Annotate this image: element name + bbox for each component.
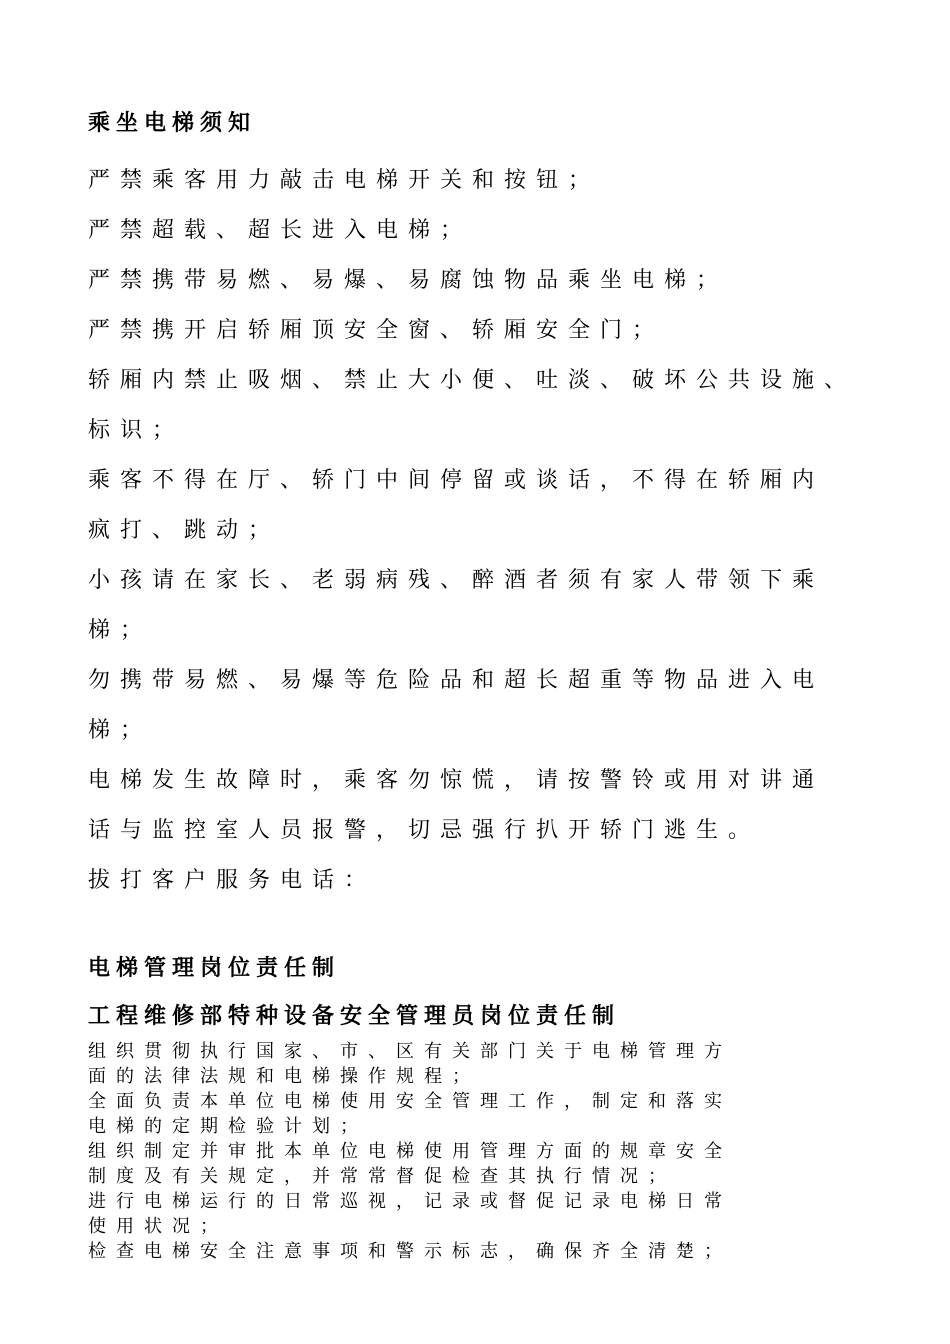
section-subtitle: 工程维修部特种设备安全管理员岗位责任制: [88, 1004, 621, 1029]
notice-line: 严禁携带易燃、易爆、易腐蚀物品乘坐电梯；: [88, 268, 729, 293]
notice-line: 小孩请在家长、老弱病残、醉酒者须有家人带领下乘: [88, 568, 825, 593]
notice-line: 乘客不得在厅、轿门中间停留或谈话，不得在轿厢内: [88, 468, 825, 493]
responsibility-line: 使用状况；: [88, 1216, 228, 1237]
notice-line: 梯；: [88, 618, 153, 643]
responsibility-line: 组织贯彻执行国家、市、区有关部门关于电梯管理方: [88, 1041, 732, 1062]
management-responsibility-section: [88, 951, 908, 1264]
responsibility-line: 进行电梯运行的日常巡视，记录或督促记录电梯日常: [88, 1191, 732, 1212]
section-title: 电梯管理岗位责任制: [88, 956, 341, 981]
notice-line: 话与监控室人员报警，切忌强行扒开轿门逃生。: [88, 818, 761, 843]
notice-line: 轿厢内禁止吸烟、禁止大小便、吐淡、破坏公共设施、: [88, 368, 857, 393]
notice-line: 勿携带易燃、易爆等危险品和超长超重等物品进入电: [88, 668, 825, 693]
notice-line: 疯打、跳动；: [88, 518, 281, 543]
elevator-riding-notice: [88, 106, 908, 906]
notice-title: 乘坐电梯须知: [88, 111, 257, 136]
responsibility-line: 检查电梯安全注意事项和警示标志，确保齐全清楚；: [88, 1241, 732, 1262]
responsibility-line: 面的法律法规和电梯操作规程；: [88, 1066, 480, 1087]
responsibility-line: 全面负责本单位电梯使用安全管理工作，制定和落实: [88, 1091, 732, 1112]
notice-line: 电梯发生故障时，乘客勿惊慌，请按警铃或用对讲通: [88, 768, 825, 793]
notice-line: 拔打客户服务电话：: [88, 868, 377, 893]
responsibility-line: 制度及有关规定，并常常督促检查其执行情况；: [88, 1166, 676, 1187]
notice-line: 严禁乘客用力敲击电梯开关和按钮；: [88, 168, 601, 193]
notice-line: 严禁携开启轿厢顶安全窗、轿厢安全门；: [88, 318, 665, 343]
notice-line: 标识；: [88, 418, 185, 443]
responsibility-line: 电梯的定期检验计划；: [88, 1116, 368, 1137]
notice-line: 严禁超载、超长进入电梯；: [88, 218, 473, 243]
responsibility-line: 组织制定并审批本单位电梯使用管理方面的规章安全: [88, 1141, 732, 1162]
notice-line: 梯；: [88, 718, 153, 743]
